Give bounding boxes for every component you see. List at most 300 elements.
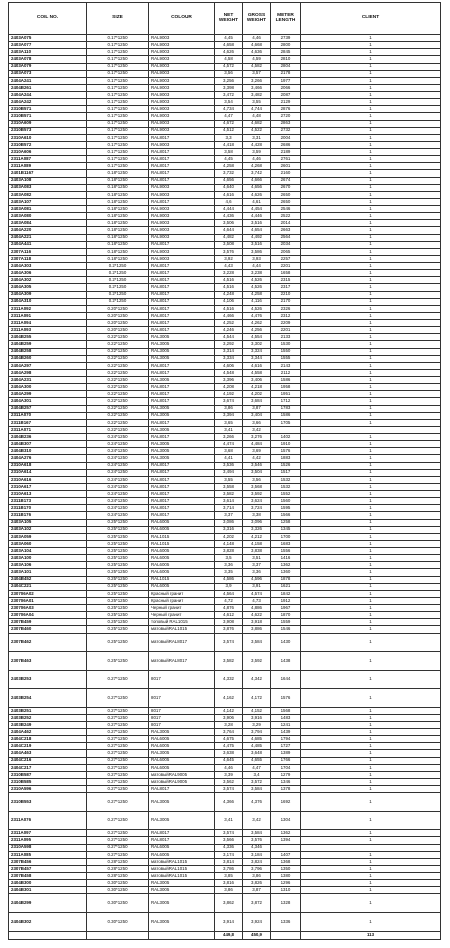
net-weight-cell: 4,192 xyxy=(215,391,243,398)
meter-length-cell: 1362 xyxy=(271,830,301,837)
gross-weight-cell: 3,37 xyxy=(243,562,271,569)
coil-no-cell: 2404B257 xyxy=(9,405,87,412)
meter-length-cell: 1310 xyxy=(271,887,301,894)
colour-cell: RAL3005 xyxy=(149,894,215,913)
size-cell: 0.25*1250 xyxy=(87,612,149,619)
client-cell: 1 xyxy=(301,605,441,612)
table-row xyxy=(9,562,441,569)
meter-length-cell: 2564 xyxy=(271,234,301,241)
col-header-coil-no: COIL NO. xyxy=(9,3,87,35)
net-weight-cell: 3,786 xyxy=(215,865,243,872)
gross-weight-cell: 4,256 xyxy=(243,327,271,334)
gross-weight-cell: 4,48 xyxy=(243,113,271,120)
size-cell: 0.2*1250 xyxy=(87,277,149,284)
net-weight-cell: 3,908 xyxy=(215,619,243,626)
colour-cell: RAL9003 xyxy=(149,113,215,120)
coil-no-cell: 2403B251 xyxy=(9,707,87,714)
colour-cell: RAL8017 xyxy=(149,469,215,476)
colour-cell: RAL6005 xyxy=(149,519,215,526)
meter-length-cell: 2810 xyxy=(271,56,301,63)
colour-cell: RAL8017 xyxy=(149,830,215,837)
coil-no-cell: 2403A073 xyxy=(9,70,87,77)
gross-weight-cell: 4,212 xyxy=(243,533,271,540)
table-row xyxy=(9,419,441,426)
meter-length-cell: 1842 xyxy=(271,590,301,597)
meter-length-cell: 1526 xyxy=(271,462,301,469)
colour-cell: Красный гранит xyxy=(149,597,215,604)
size-cell: 0.24*1250 xyxy=(87,505,149,512)
gross-weight-cell: 3,324 xyxy=(243,348,271,355)
net-weight-cell: 3,54 xyxy=(215,99,243,106)
meter-length-cell: 2143 xyxy=(271,362,301,369)
client-cell: 1 xyxy=(301,476,441,483)
colour-cell: RAL8017 xyxy=(149,384,215,391)
gross-weight-cell: 4,116 xyxy=(243,298,271,305)
size-cell: 0.18*1250 xyxy=(87,220,149,227)
net-weight-cell: 4,474 xyxy=(215,441,243,448)
meter-length-cell: 2845 xyxy=(271,49,301,56)
net-weight-cell: 4,252 xyxy=(215,320,243,327)
meter-length-cell: 1727 xyxy=(271,743,301,750)
client-cell: 1 xyxy=(301,298,441,305)
client-cell: 1 xyxy=(301,77,441,84)
gross-weight-cell: 3,276 xyxy=(243,434,271,441)
client-cell: 1 xyxy=(301,721,441,728)
client-cell: 1 xyxy=(301,312,441,319)
colour-cell: RAL8017 xyxy=(149,170,215,177)
net-weight-cell: 4,142 xyxy=(215,707,243,714)
net-weight-cell: 3,316 xyxy=(215,526,243,533)
colour-cell: 8017 xyxy=(149,714,215,721)
gross-weight-cell: 3,51 xyxy=(243,555,271,562)
net-weight-cell: 4,246 xyxy=(215,327,243,334)
size-cell: 0.22*1250 xyxy=(87,355,149,362)
colour-cell: RAL9003 xyxy=(149,63,215,70)
client-cell: 1 xyxy=(301,626,441,633)
coil-no-cell: 2404A303 xyxy=(9,263,87,270)
client-cell: 1 xyxy=(301,590,441,597)
net-weight-cell: 4,202 xyxy=(215,533,243,540)
meter-length-cell: 1336 xyxy=(271,912,301,931)
coil-no-cell: 2403B253 xyxy=(9,670,87,689)
coil-no-cell: 2403A077 xyxy=(9,42,87,49)
colour-cell: RAL1015 xyxy=(149,576,215,583)
colour-cell: RAL6005 xyxy=(149,555,215,562)
colour-cell: матовыйRAL1015 xyxy=(149,865,215,872)
client-cell: 1 xyxy=(301,327,441,334)
size-cell: 0.24*1250 xyxy=(87,462,149,469)
total-empty-cell xyxy=(9,931,87,940)
client-cell: 1 xyxy=(301,113,441,120)
meter-length-cell: 1546 xyxy=(271,626,301,633)
size-cell: 0.17*1250 xyxy=(87,134,149,141)
colour-cell: RAL6005 xyxy=(149,562,215,569)
net-weight-cell: 4,46 xyxy=(215,764,243,771)
coil-no-cell: 2307B459 xyxy=(9,619,87,626)
client-cell: 1 xyxy=(301,612,441,619)
table-row xyxy=(9,77,441,84)
colour-cell: RAL3005 xyxy=(149,750,215,757)
table-row xyxy=(9,426,441,433)
coil-no-cell: 2311B167 xyxy=(9,419,87,426)
gross-weight-cell: 4,476 xyxy=(243,312,271,319)
colour-cell: 8017 xyxy=(149,721,215,728)
meter-length-cell: 1766 xyxy=(271,757,301,764)
net-weight-cell: 3,5 xyxy=(215,555,243,562)
meter-length-cell: 2170 xyxy=(271,298,301,305)
colour-cell: RAL8017 xyxy=(149,241,215,248)
colour-cell: RAL9003 xyxy=(149,84,215,91)
client-cell: 1 xyxy=(301,377,441,384)
net-weight-cell: 3,92 xyxy=(215,255,243,262)
colour-cell: RAL9003 xyxy=(149,184,215,191)
coil-no-cell: 2403A081 xyxy=(9,206,87,213)
gross-weight-cell: 4,485 xyxy=(243,743,271,750)
net-weight-cell: 4,548 xyxy=(215,369,243,376)
size-cell: 0.27*1250 xyxy=(87,811,149,830)
table-row xyxy=(9,441,441,448)
coil-no-cell: 2404B260 xyxy=(9,355,87,362)
net-weight-cell: 3,764 xyxy=(215,729,243,736)
size-cell: 0.25*1250 xyxy=(87,652,149,671)
net-weight-cell: 4,72 xyxy=(215,597,243,604)
table-row xyxy=(9,469,441,476)
client-cell: 1 xyxy=(301,84,441,91)
table-row xyxy=(9,526,441,533)
meter-length-cell: 1296 xyxy=(271,880,301,887)
coil-no-cell: 2404B300 xyxy=(9,880,87,887)
coil-no-cell: 2403A082 xyxy=(9,191,87,198)
coil-no-cell: 2404A221 xyxy=(9,234,87,241)
client-cell: 1 xyxy=(301,786,441,793)
coil-no-cell: 2404C218 xyxy=(9,736,87,743)
coil-no-cell: 2403A104 xyxy=(9,548,87,555)
gross-weight-cell: 3,4 xyxy=(243,771,271,778)
coil-no-cell: 2404B236 xyxy=(9,434,87,441)
gross-weight-cell: 3,59 xyxy=(243,149,271,156)
client-cell: 1 xyxy=(301,894,441,913)
client-cell: 1 xyxy=(301,334,441,341)
meter-length-cell: 1407 xyxy=(271,851,301,858)
meter-length-cell: 1350 xyxy=(271,865,301,872)
client-cell: 1 xyxy=(301,134,441,141)
size-cell: 0.24*1250 xyxy=(87,448,149,455)
client-cell: 1 xyxy=(301,455,441,462)
colour-cell: RAL3005 xyxy=(149,793,215,812)
net-weight-cell: 4,626 xyxy=(215,49,243,56)
gross-weight-cell: 4,626 xyxy=(243,191,271,198)
size-cell: 0.25*1250 xyxy=(87,540,149,547)
gross-weight-cell: 3,406 xyxy=(243,377,271,384)
client-cell: 1 xyxy=(301,227,441,234)
size-cell: 0.17*1250 xyxy=(87,127,149,134)
gross-weight-cell: 4,596 xyxy=(243,576,271,583)
table-row xyxy=(9,92,441,99)
colour-cell: RAL9003 xyxy=(149,248,215,255)
colour-cell: RAL8017 xyxy=(149,327,215,334)
gross-weight-cell: 3,516 xyxy=(243,220,271,227)
colour-cell: матовыйRAL1015 xyxy=(149,858,215,865)
colour-cell: RAL8017 xyxy=(149,476,215,483)
meter-length-cell: 2686 xyxy=(271,141,301,148)
gross-weight-cell: 3,29 xyxy=(243,721,271,728)
size-cell: 0.18*1250 xyxy=(87,213,149,220)
meter-length-cell: 1568 xyxy=(271,707,301,714)
size-cell: 0.18*1250 xyxy=(87,206,149,213)
table-row xyxy=(9,255,441,262)
meter-length-cell: 2546 xyxy=(271,206,301,213)
coil-no-cell: 2310A616 xyxy=(9,476,87,483)
colour-cell: RAL9003 xyxy=(149,220,215,227)
size-cell: 0.24*1250 xyxy=(87,476,149,483)
client-cell: 1 xyxy=(301,469,441,476)
size-cell: 0.30*1250 xyxy=(87,880,149,887)
gross-weight-cell: 4,666 xyxy=(243,177,271,184)
coil-no-cell: 2403A105 xyxy=(9,519,87,526)
size-cell: 0.24*1250 xyxy=(87,469,149,476)
size-cell: 0.2*1250 xyxy=(87,263,149,270)
colour-cell: матовыйRAL9005 xyxy=(149,771,215,778)
col-header-size: SIZE xyxy=(87,3,149,35)
net-weight-cell: 3,828 xyxy=(215,548,243,555)
colour-cell: RAL8017 xyxy=(149,786,215,793)
colour-cell: RAL9003 xyxy=(149,127,215,134)
table-row xyxy=(9,70,441,77)
client-cell: 1 xyxy=(301,284,441,291)
table-row xyxy=(9,106,441,113)
client-cell: 1 xyxy=(301,277,441,284)
gross-weight-cell: 4,558 xyxy=(243,369,271,376)
net-weight-cell: 3,86 xyxy=(215,887,243,894)
colour-cell: RAL9003 xyxy=(149,56,215,63)
gross-weight-cell: 3,31 xyxy=(243,134,271,141)
gross-weight-cell: 3,826 xyxy=(243,880,271,887)
size-cell: 0.17*1250 xyxy=(87,49,149,56)
colour-cell: 8017 xyxy=(149,689,215,708)
size-cell: 0.17*1250 xyxy=(87,156,149,163)
gross-weight-cell: 4,152 xyxy=(243,707,271,714)
coil-no-cell: 2311A097 xyxy=(9,830,87,837)
size-cell: 0.17*1250 xyxy=(87,84,149,91)
coil-no-cell: 2403A080 xyxy=(9,213,87,220)
coil-no-cell: 2307B460 xyxy=(9,626,87,633)
meter-length-cell: 1705 xyxy=(271,419,301,426)
client-cell: 1 xyxy=(301,830,441,837)
size-cell: 0.24*1250 xyxy=(87,491,149,498)
size-cell: 0.24*1250 xyxy=(87,455,149,462)
colour-cell: RAL1015 xyxy=(149,540,215,547)
net-weight-cell: 3,174 xyxy=(215,851,243,858)
gross-weight-cell: 4,454 xyxy=(243,206,271,213)
coil-no-cell: 2310A610 xyxy=(9,134,87,141)
table-row xyxy=(9,811,441,830)
table-row xyxy=(9,750,441,757)
gross-weight-cell: 4,158 xyxy=(243,540,271,547)
client-cell: 1 xyxy=(301,441,441,448)
table-row xyxy=(9,652,441,671)
net-weight-cell: 4,444 xyxy=(215,206,243,213)
coil-no-cell: 2404B302 xyxy=(9,912,87,931)
table-row xyxy=(9,597,441,604)
table-row xyxy=(9,555,441,562)
meter-length-cell: 2650 xyxy=(271,198,301,205)
gross-weight-cell: 3,184 xyxy=(243,851,271,858)
client-cell: 1 xyxy=(301,670,441,689)
net-weight-cell: 4,45 xyxy=(215,35,243,42)
coil-no-cell: 2311A094 xyxy=(9,320,87,327)
gross-weight-cell: 3,38 xyxy=(243,512,271,519)
colour-cell: RAL8017 xyxy=(149,291,215,298)
table-row xyxy=(9,540,441,547)
net-weight-cell: 3,266 xyxy=(215,434,243,441)
meter-length-cell: 1566 xyxy=(271,512,301,519)
colour-cell: RAL9003 xyxy=(149,234,215,241)
client-cell: 1 xyxy=(301,384,441,391)
meter-length-cell: 2129 xyxy=(271,99,301,106)
net-weight-cell: 3,574 xyxy=(215,830,243,837)
meter-length-cell: 2720 xyxy=(271,113,301,120)
table-row xyxy=(9,134,441,141)
gross-weight-cell: 4,346 xyxy=(243,844,271,851)
gross-weight-cell: 3,516 xyxy=(243,241,271,248)
client-cell: 1 xyxy=(301,391,441,398)
client-cell: 1 xyxy=(301,519,441,526)
meter-length-cell: 1380 xyxy=(271,873,301,880)
gross-weight-cell: 4,492 xyxy=(243,234,271,241)
table-row xyxy=(9,213,441,220)
size-cell: 0.17*1250 xyxy=(87,70,149,77)
colour-cell: RAL8017 xyxy=(149,419,215,426)
coil-no-cell: 2311B170 xyxy=(9,505,87,512)
client-cell: 1 xyxy=(301,255,441,262)
gross-weight-cell: 4,655 xyxy=(243,757,271,764)
colour-cell: RAL8017 xyxy=(149,505,215,512)
table-row xyxy=(9,177,441,184)
coil-no-cell: 2404A302 xyxy=(9,277,87,284)
coil-no-cell: 2403A079 xyxy=(9,63,87,70)
meter-length-cell: 1532 xyxy=(271,476,301,483)
total-empty-cell xyxy=(87,931,149,940)
meter-length-cell: 1794 xyxy=(271,736,301,743)
client-cell: 1 xyxy=(301,562,441,569)
meter-length-cell: 1394 xyxy=(271,837,301,844)
coil-no-cell: 2404C217 xyxy=(9,764,87,771)
colour-cell: RAL9003 xyxy=(149,141,215,148)
size-cell: 0.22*1250 xyxy=(87,362,149,369)
table-row xyxy=(9,707,441,714)
size-cell: 0.17*1250 xyxy=(87,42,149,49)
net-weight-cell: 4,43 xyxy=(215,263,243,270)
table-row xyxy=(9,858,441,865)
table-row xyxy=(9,298,441,305)
net-weight-cell: 4,332 xyxy=(215,670,243,689)
colour-cell: RAL8017 xyxy=(149,498,215,505)
table-row xyxy=(9,141,441,148)
client-cell: 1 xyxy=(301,220,441,227)
gross-weight-cell: 4,682 xyxy=(243,120,271,127)
coil-no-cell: 2403A059 xyxy=(9,533,87,540)
client-cell: 1 xyxy=(301,873,441,880)
gross-weight-cell: 4,42 xyxy=(243,455,271,462)
meter-length-cell: 1700 xyxy=(271,533,301,540)
meter-length-cell: 1883 xyxy=(271,455,301,462)
coil-no-cell: 2404B299 xyxy=(9,894,87,913)
colour-cell: RAL3005 xyxy=(149,811,215,830)
coil-no-cell: 2311A092 xyxy=(9,305,87,312)
meter-length-cell: 2004 xyxy=(271,134,301,141)
gross-weight-cell: 4,47 xyxy=(243,764,271,771)
client-cell: 1 xyxy=(301,533,441,540)
colour-cell: RAL9003 xyxy=(149,70,215,77)
coil-no-cell: 2404A305 xyxy=(9,284,87,291)
colour-cell: RAL6005 xyxy=(149,526,215,533)
coil-no-cell: 2310B571 xyxy=(9,106,87,113)
net-weight-cell: 4,148 xyxy=(215,540,243,547)
net-weight-cell: 3,41 xyxy=(215,426,243,433)
colour-cell: RAL3005 xyxy=(149,448,215,455)
size-cell: 0.27*1250 xyxy=(87,844,149,851)
meter-length-cell: 1362 xyxy=(271,562,301,569)
size-cell: 0.25*1250 xyxy=(87,569,149,576)
colour-cell: RAL9003 xyxy=(149,42,215,49)
colour-cell: RAL8017 xyxy=(149,198,215,205)
gross-weight-cell: 4,574 xyxy=(243,590,271,597)
total-empty-cell xyxy=(149,931,215,940)
net-weight-cell: 4,418 xyxy=(215,141,243,148)
table-row xyxy=(9,113,441,120)
colour-cell: RAL6005 xyxy=(149,743,215,750)
table-row xyxy=(9,284,441,291)
size-cell: 0.2*1250 xyxy=(87,291,149,298)
meter-length-cell: 2065 xyxy=(271,248,301,255)
colour-cell: RAL9003 xyxy=(149,35,215,42)
colour-cell: RAL6005 xyxy=(149,764,215,771)
coil-no-cell: 2307B457 xyxy=(9,865,87,872)
coil-no-cell: 2404C216 xyxy=(9,757,87,764)
colour-cell: RAL3005 xyxy=(149,426,215,433)
net-weight-cell: 3,508 xyxy=(215,241,243,248)
coil-no-cell: 2404A242 xyxy=(9,99,87,106)
size-cell: 0.17*1250 xyxy=(87,99,149,106)
meter-length-cell: 1368 xyxy=(271,858,301,865)
colour-cell: матовыйRAL8017 xyxy=(149,652,215,671)
client-cell: 1 xyxy=(301,583,441,590)
colour-cell: RAL9003 xyxy=(149,191,215,198)
colour-cell: RAL8017 xyxy=(149,362,215,369)
coil-no-cell: 2404A298 xyxy=(9,369,87,376)
client-cell: 1 xyxy=(301,633,441,652)
meter-length-cell: 1550 xyxy=(271,348,301,355)
colour-cell: RAL3005 xyxy=(149,348,215,355)
coil-no-cell: 2403B254 xyxy=(9,689,87,708)
gross-weight-cell: 4,376 xyxy=(243,793,271,812)
colour-cell: RAL8017 xyxy=(149,149,215,156)
net-weight-cell: 4,208 xyxy=(215,384,243,391)
size-cell: 0.27*1250 xyxy=(87,793,149,812)
colour-cell: RAL9003 xyxy=(149,99,215,106)
meter-length-cell: 2257 xyxy=(271,255,301,262)
coil-no-cell: 2404B255 xyxy=(9,334,87,341)
net-weight-cell: 4,645 xyxy=(215,757,243,764)
colour-cell: RAL3005 xyxy=(149,441,215,448)
meter-length-cell: 1912 xyxy=(271,597,301,604)
colour-cell: RAL3005 xyxy=(149,334,215,341)
size-cell: 0.27*1250 xyxy=(87,757,149,764)
meter-length-cell: 1712 xyxy=(271,398,301,405)
table-row xyxy=(9,355,441,362)
net-weight-cell: 3,674 xyxy=(215,398,243,405)
size-cell: 0.18*1250 xyxy=(87,241,149,248)
